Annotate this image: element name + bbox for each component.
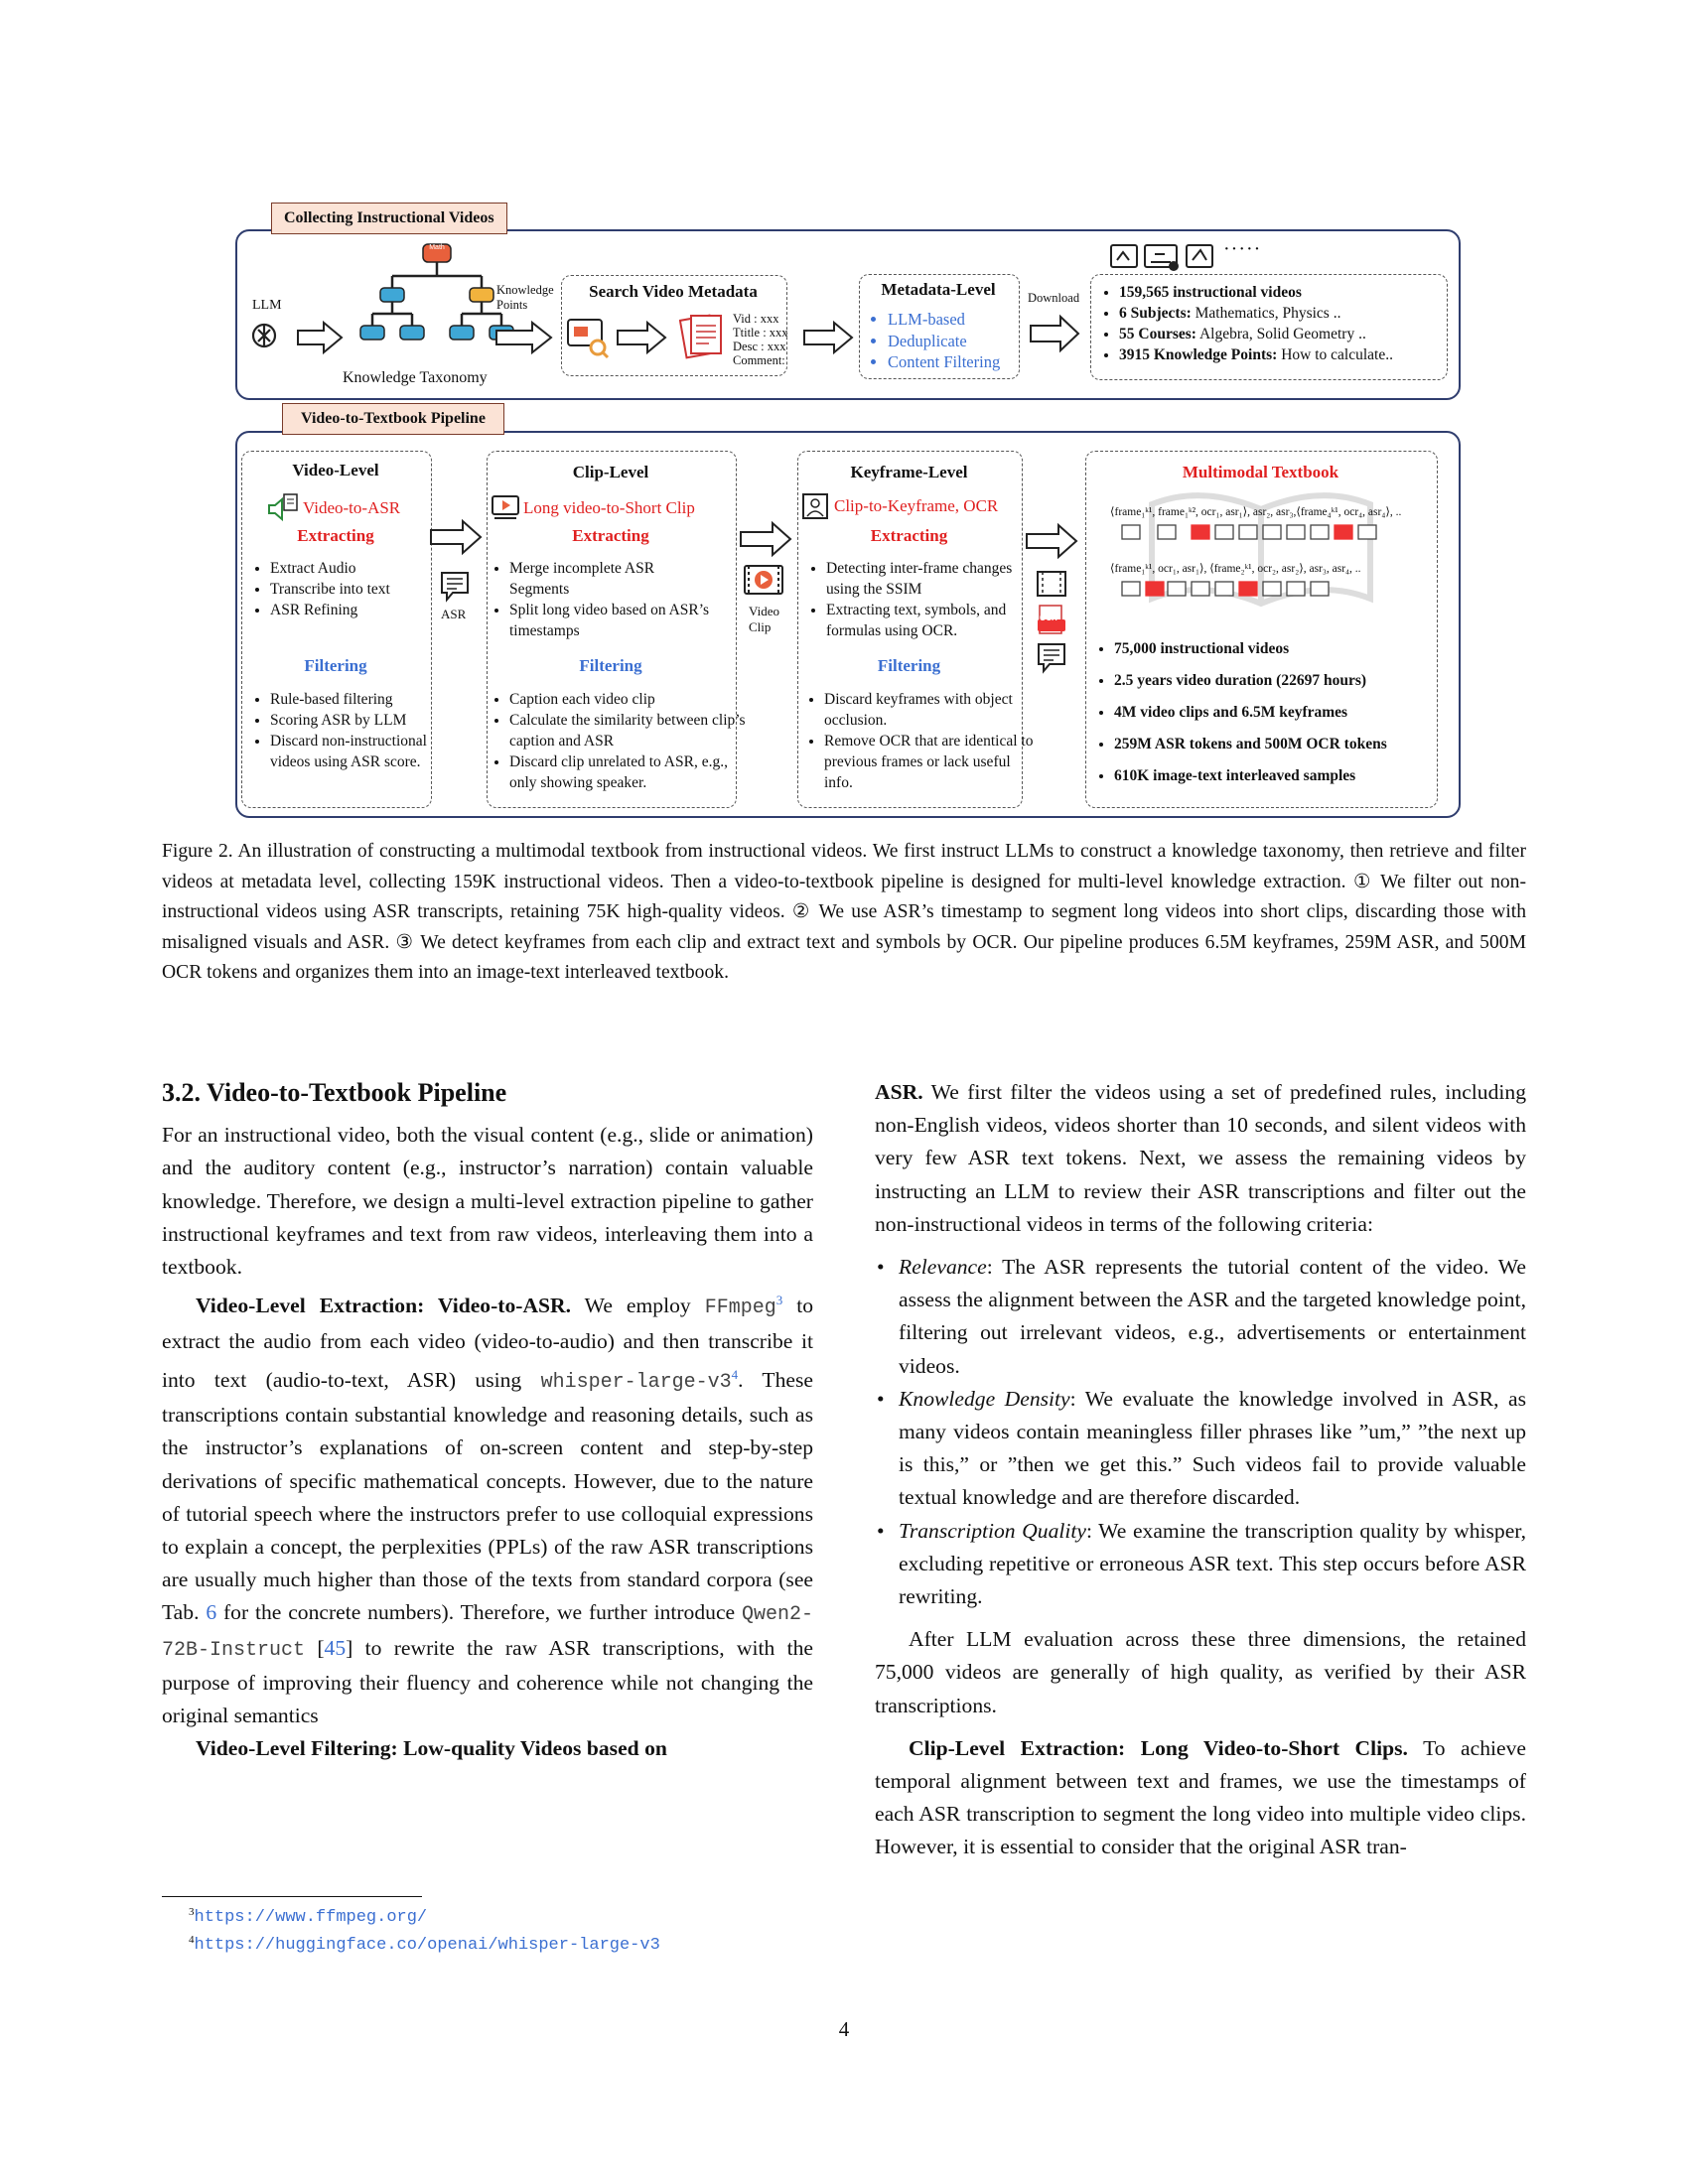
search-browser-icon bbox=[566, 316, 610, 364]
extract-item: • Merge incomplete ASR Segments bbox=[509, 558, 718, 600]
video-level-op: Video-to-ASR bbox=[303, 498, 401, 517]
filter-item: • Discard non-instructional videos using ASR score. bbox=[270, 731, 447, 772]
keyframe-level-extracting: Extracting bbox=[870, 526, 948, 545]
clip-level-op: Long video-to-Short Clip bbox=[523, 498, 695, 517]
meta-fields bbox=[733, 312, 788, 367]
video-level-extract-list bbox=[250, 558, 444, 620]
ffmpeg-link[interactable]: https://www.ffmpeg.org/ bbox=[194, 1908, 428, 1927]
footnote-4: $^4$https://huggingface.co/openai/whisper-large-v3 bbox=[189, 1934, 660, 1955]
meta-field: Ttitle : xxx bbox=[733, 326, 788, 340]
textbook-sequence-2: ⟨frame₁ᵏ¹, ocr₁, asr₁⟩, ⟨frame₂ᵏ¹, ocr₂, asr₂⟩, asr₃, asr₄, .. bbox=[1110, 563, 1361, 575]
keyframe-level-filtering: Filtering bbox=[877, 656, 941, 675]
collect-stat: • 6 Subjects: Mathematics, Physics .. bbox=[1119, 303, 1477, 324]
openai-logo-icon bbox=[248, 320, 280, 356]
keyframe-level-filter-list bbox=[804, 689, 1038, 793]
arrow-video-to-clip bbox=[429, 518, 483, 556]
clip-level-title: Clip-Level bbox=[572, 463, 649, 481]
video-level-filtering: Filtering bbox=[304, 656, 367, 675]
textbook-title: Multimodal Textbook bbox=[1182, 463, 1339, 481]
sequence-1-icons bbox=[1120, 522, 1398, 544]
video-level-filter-list bbox=[250, 689, 447, 772]
table-ref-link[interactable]: 6 bbox=[206, 1600, 217, 1625]
filter-item: • Discard keyframes with object occlusion. bbox=[824, 689, 1038, 731]
asr-text-icon bbox=[439, 570, 471, 609]
figure-caption: Figure 2. An illustration of constructing a multimodal textbook from instructional videos. We first instruct LLMs to construct a knowledge taxonomy, then retrieve and filter videos at metadata level, collecting 159K instructional videos. Then a video-to-textbook pipeline is designed for multi-level knowledge extraction. ① We filter out non-instructional videos using ASR transcripts, retaining 75K high-quality videos. ② We use ASR’s timestamp to segment long videos into short clips, discarding those with misaligned visuals and ASR. ③ We detect keyframes from each clip and extract text and symbols by OCR. Our pipeline produces 6.5M keyframes, 259M ASR, and 500M OCR tokens and organizes them into an image-text interleaved textbook. bbox=[162, 841, 1526, 983]
arrow-keyframe-to-textbook bbox=[1025, 522, 1078, 560]
video-level-extracting: Extracting bbox=[297, 526, 374, 545]
filter-item: • Remove OCR that are identical to previous frames or lack useful info. bbox=[824, 731, 1038, 793]
extract-item: • Extract Audio bbox=[270, 558, 444, 579]
textbook-stat: • 4M video clips and 6.5M keyframes bbox=[1114, 697, 1457, 729]
page-number: 4 bbox=[838, 2017, 850, 2041]
paragraph-asr-filter: ASR. We first filter the videos using a set of predefined rules, including non-English videos, videos shorter than 10 seconds, and silent videos with very few ASR text tokens. Next, we assess the remaining videos by instructing an LLM to review their ASR transcriptions and filter out the non-instructional videos in terms of the following criteria: bbox=[875, 1080, 1526, 1236]
extract-item: • Detecting inter-frame changes using the SSIM bbox=[826, 558, 1025, 600]
section-heading: 3.2. Video-to-Textbook Pipeline bbox=[162, 1078, 507, 1107]
filter-item: • Discard clip unrelated to ASR, e.g., only showing speaker. bbox=[509, 751, 758, 793]
video-level-title: Video-Level bbox=[292, 461, 379, 479]
more-dots: ····· bbox=[1223, 238, 1262, 260]
filter-item: • Scoring ASR by LLM bbox=[270, 710, 447, 731]
paragraph-intro: For an instructional video, both the visual content (e.g., slide or animation) and the auditory content (e.g., instructor’s narration) contain valuable knowledge. Therefore, we design a multi-level extraction pipeline to gather instructional keyframes and text from raw videos, interleaving them into a textbook. bbox=[162, 1123, 813, 1280]
textbook-stat: • 2.5 years video duration (22697 hours) bbox=[1114, 665, 1457, 697]
criterion-item: • Relevance: The ASR represents the tutorial content of the video. We assess the alignment between the ASR and the targeted knowledge point, filtering out irrelevant videos, e.g., advertisements or entertainment videos. bbox=[899, 1251, 1526, 1383]
arrow-download bbox=[1029, 314, 1080, 353]
arrow-llm-to-taxonomy bbox=[296, 320, 344, 355]
filter-item: • Rule-based filtering bbox=[270, 689, 447, 710]
video-thumbnail-icons bbox=[1109, 242, 1222, 277]
video-clip-label: Video Clip bbox=[749, 604, 779, 634]
pipeline-tag: Video-to-Textbook Pipeline bbox=[282, 403, 504, 435]
textbook-sequence-1: ⟨frame₁ᵏ¹, frame₁ᵏ², ocr₁, asr₁⟩, asr₂, asr₃,⟨frame₄ᵏ¹, ocr₄, asr₄⟩, .. bbox=[1110, 506, 1402, 518]
search-metadata-title: Search Video Metadata bbox=[589, 282, 758, 301]
extract-item: • ASR Refining bbox=[270, 600, 444, 620]
download-label: Download bbox=[1028, 291, 1080, 305]
whisper-link[interactable]: https://huggingface.co/openai/whisper-large-v3 bbox=[194, 1936, 660, 1955]
collect-stat: • 55 Courses: Algebra, Solid Geometry .. bbox=[1119, 324, 1477, 344]
paragraph-video-level-filtering-head: Video-Level Filtering: Low-quality Videos based on bbox=[196, 1736, 667, 1761]
metadata-level-item: • LLM-based bbox=[888, 309, 1047, 331]
footnote-rule bbox=[162, 1896, 422, 1897]
criterion-item: • Knowledge Density: We evaluate the knowledge involved in ASR, as many videos contain meaningless filler phrases like ”um,” ”the next up is this,” or ”then we get this.” Such videos fail to provide valuable textual knowledge and are therefore discarded. bbox=[899, 1383, 1526, 1515]
arrow-search-to-doc bbox=[616, 320, 667, 355]
meta-field: Vid : xxx bbox=[733, 312, 779, 326]
llm-label: LLM bbox=[252, 298, 282, 313]
taxonomy-root-label: Math bbox=[429, 244, 445, 251]
footnote-3: $^3$https://www.ffmpeg.org/ bbox=[189, 1906, 428, 1927]
clip-level-filtering: Filtering bbox=[579, 656, 642, 675]
clip-level-extracting: Extracting bbox=[572, 526, 649, 545]
footnote-ref-3[interactable]: 3 bbox=[775, 1293, 783, 1308]
asr-label: ASR bbox=[441, 607, 467, 621]
ocr-label: OCR bbox=[1040, 614, 1057, 622]
ocr-icon bbox=[1036, 604, 1067, 642]
knowledge-points-label: Knowledge Points bbox=[496, 283, 554, 312]
arrow-search-to-metadata-level bbox=[802, 320, 854, 355]
asr-chat-icon bbox=[1036, 641, 1067, 680]
extract-item: • Transcribe into text bbox=[270, 579, 444, 600]
paragraph-after-eval: After LLM evaluation across these three dimensions, the retained 75,000 videos are generally of high quality, as verified by their ASR transcriptions. bbox=[875, 1627, 1526, 1717]
paragraph-clip-level: Clip-Level Extraction: Long Video-to-Short Clips. To achieve temporal alignment between text and frames, we use the timestamps of each ASR transcription to segment the long video into multiple video clips. However, it is essential to consider that the original ASR tran- bbox=[875, 1735, 1526, 1859]
collect-stats-list bbox=[1099, 282, 1477, 365]
textbook-stats-list bbox=[1094, 633, 1457, 792]
textbook-stat: • 259M ASR tokens and 500M OCR tokens bbox=[1114, 729, 1457, 760]
textbook-stat: • 75,000 instructional videos bbox=[1114, 633, 1457, 665]
keyframe-film-icon bbox=[1036, 570, 1067, 603]
textbook-stat: • 610K image-text interleaved samples bbox=[1114, 760, 1457, 792]
taxonomy-label: Knowledge Taxonomy bbox=[343, 369, 488, 386]
meta-field: Desc : xxx bbox=[733, 340, 786, 353]
collect-tag: Collecting Instructional Videos bbox=[271, 203, 507, 234]
collect-stat: • 3915 Knowledge Points: How to calculate.. bbox=[1119, 344, 1477, 365]
filter-item: • Caption each video clip bbox=[509, 689, 758, 710]
metadata-level-title: Metadata-Level bbox=[881, 280, 996, 299]
metadata-level-item: • Content Filtering bbox=[888, 351, 1047, 373]
keyframe-image-icon bbox=[801, 492, 829, 525]
sequence-2-icons bbox=[1120, 579, 1368, 601]
keyframe-level-extract-list bbox=[806, 558, 1025, 641]
arrow-taxonomy-to-search bbox=[494, 320, 554, 355]
filter-item: • Calculate the similarity between clip’s caption and ASR bbox=[509, 710, 758, 751]
metadata-level-list bbox=[868, 309, 1047, 373]
speaker-document-icon bbox=[266, 492, 300, 529]
criteria-list bbox=[875, 1251, 1526, 1613]
left-column bbox=[162, 1076, 813, 1765]
clip-video-icon bbox=[491, 494, 520, 527]
extract-item: • Extracting text, symbols, and formulas using OCR. bbox=[826, 600, 1025, 641]
criterion-item: • Transcription Quality: We examine the transcription quality by whisper, excluding repetitive or erroneous ASR text. This step occurs before ASR rewriting. bbox=[899, 1515, 1526, 1614]
right-column bbox=[875, 1076, 1526, 1864]
meta-field: Comment: bbox=[733, 353, 785, 367]
footnote-ref-4[interactable]: 4 bbox=[731, 1366, 739, 1382]
arrow-clip-to-keyframe bbox=[739, 520, 792, 558]
collect-stat: • 159,565 instructional videos bbox=[1119, 282, 1477, 303]
clip-level-extract-list bbox=[490, 558, 718, 641]
video-clip-icon bbox=[743, 562, 784, 603]
keyframe-level-title: Keyframe-Level bbox=[850, 463, 968, 481]
extract-item: • Split long video based on ASR’s timestamps bbox=[509, 600, 718, 641]
paragraph-video-level-extraction: Video-Level Extraction: Video-to-ASR. We employ FFmpeg$^3$ to extract the audio from each video (video-to-audio) and then transcribe it into text (audio-to-text, ASR) using whisper-$large-v3^4$. These transcriptions contain substantial knowledge and reasoning details, such as the instructor’s explanations of on-screen content and step-by-step derivations of specific mathematical concepts. However, due to the nature of tutorial speech where the instructors prefer to use colloquial expressions to explain a concept, the perplexities (PPLs) of the raw ASR transcriptions are usually much higher than those of the texts from standard corpora (see Tab. 6 for the concrete numbers). Therefore, we further introduce Qwen2-72B-Instruct [45] to rewrite the raw ASR transcriptions, with the purpose of improving their fluency and coherence while not changing the original semantics bbox=[162, 1293, 814, 1728]
clip-level-filter-list bbox=[490, 689, 758, 793]
citation-link[interactable]: 45 bbox=[324, 1635, 347, 1660]
metadata-level-item: • Deduplicate bbox=[888, 331, 1047, 352]
keyframe-level-op: Clip-to-Keyframe, OCR bbox=[834, 496, 999, 515]
metadata-document-icon bbox=[679, 310, 727, 366]
